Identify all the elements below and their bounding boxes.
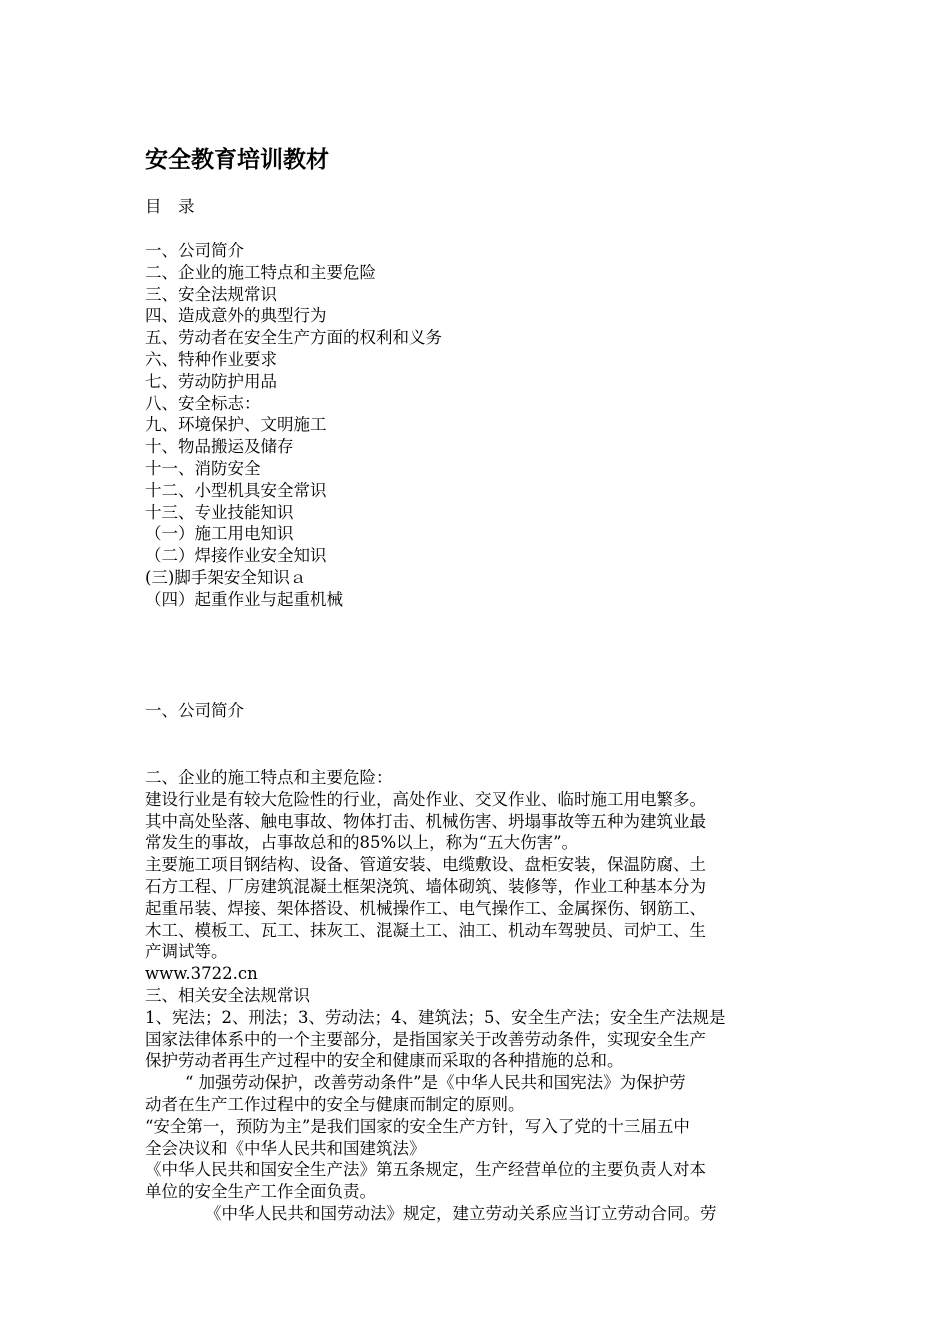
body-text: [145, 767, 805, 1225]
toc-item: 六、特种作业要求: [145, 349, 277, 369]
section-heading: 二、企业的施工特点和主要危险：: [145, 768, 393, 787]
section-heading: 三、相关安全法规常识: [145, 985, 310, 1005]
toc-item: 十一、消防安全: [145, 458, 261, 478]
toc-item: 十、物品搬运及储存: [145, 437, 294, 457]
url-text: www.3722.cn: [145, 964, 258, 984]
paragraph-line: 全会决议和《中华人民共和国建筑法》: [145, 1138, 426, 1158]
paragraph-line: 《中华人民共和国安全生产法》第五条规定，生产经营单位的主要负责人对本: [145, 1160, 706, 1180]
paragraph-line: “ 加强劳动保护，改善劳动条件”是《中华人民共和国宪法》为保护劳: [185, 1073, 686, 1093]
toc-item: 九、环境保护、文明施工: [145, 415, 327, 435]
paragraph-line: 常发生的事故，占事故总和的85%以上，称为“五大伤害”。: [145, 833, 579, 853]
paragraph-line: 木工、模板工、瓦工、抹灰工、混凝土工、油工、机动车驾驶员、司炉工、生: [145, 920, 706, 940]
toc-item: 十二、小型机具安全常识: [145, 480, 327, 500]
section-1-block: [145, 700, 805, 722]
document-title: 安全教育培训教材: [145, 147, 329, 173]
paragraph-line: 《中华人民共和国劳动法》规定，建立劳动关系应当订立劳动合同。劳: [205, 1203, 717, 1223]
toc-item: (三)脚手架安全知识ａ: [145, 567, 307, 587]
paragraph-line: 动者在生产工作过程中的安全与健康而制定的原则。: [145, 1094, 525, 1114]
toc-item: 十三、专业技能知识: [145, 502, 294, 522]
toc-item: 三、安全法规常识: [145, 284, 277, 304]
toc-item: （二）焊接作业安全知识: [145, 546, 327, 566]
section-heading: 一、公司简介: [145, 701, 244, 720]
paragraph-line: 产调试等。: [145, 942, 228, 962]
toc-item: 一、公司简介: [145, 241, 244, 260]
toc-item: 二、企业的施工特点和主要危险: [145, 262, 376, 282]
paragraph-line: 建设行业是有较大危险性的行业，高处作业、交叉作业、临时施工用电繁多。: [145, 789, 706, 809]
paragraph-line: 国家法律体系中的一个主要部分，是指国家关于改善劳动条件，实现安全生产: [145, 1029, 706, 1049]
table-of-contents: [145, 240, 805, 611]
paragraph-line: 1、宪法；2、刑法；3、劳动法；4、建筑法；5、安全生产法；安全生产法规是: [145, 1007, 726, 1027]
paragraph-line: 主要施工项目钢结构、设备、管道安装、电缆敷设、盘柜安装，保温防腐、土: [145, 855, 706, 875]
toc-item: （一）施工用电知识: [145, 524, 294, 544]
toc-item: 七、劳动防护用品: [145, 371, 277, 391]
toc-heading: 目 录: [145, 197, 195, 216]
toc-item: （四）起重作业与起重机械: [145, 589, 343, 609]
paragraph-line: “安全第一，预防为主”是我们国家的安全生产方针，写入了党的十三届五中: [145, 1116, 690, 1136]
paragraph-line: 起重吊装、焊接、架体搭设、机械操作工、电气操作工、金属探伤、钢筋工、: [145, 898, 706, 918]
paragraph-line: 石方工程、厂房建筑混凝土框架浇筑、墙体砌筑、装修等，作业工种基本分为: [145, 876, 706, 896]
paragraph-line: 单位的安全生产工作全面负责。: [145, 1182, 376, 1202]
toc-item: 八、安全标志：: [145, 393, 261, 413]
paragraph-line: 保护劳动者再生产过程中的安全和健康而采取的各种措施的总和。: [145, 1051, 624, 1071]
toc-item: 四、造成意外的典型行为: [145, 306, 327, 326]
toc-item: 五、劳动者在安全生产方面的权利和义务: [145, 328, 442, 348]
paragraph-line: 其中高处坠落、触电事故、物体打击、机械伤害、坍塌事故等五种为建筑业最: [145, 811, 706, 831]
toc-heading-block: [145, 196, 805, 218]
